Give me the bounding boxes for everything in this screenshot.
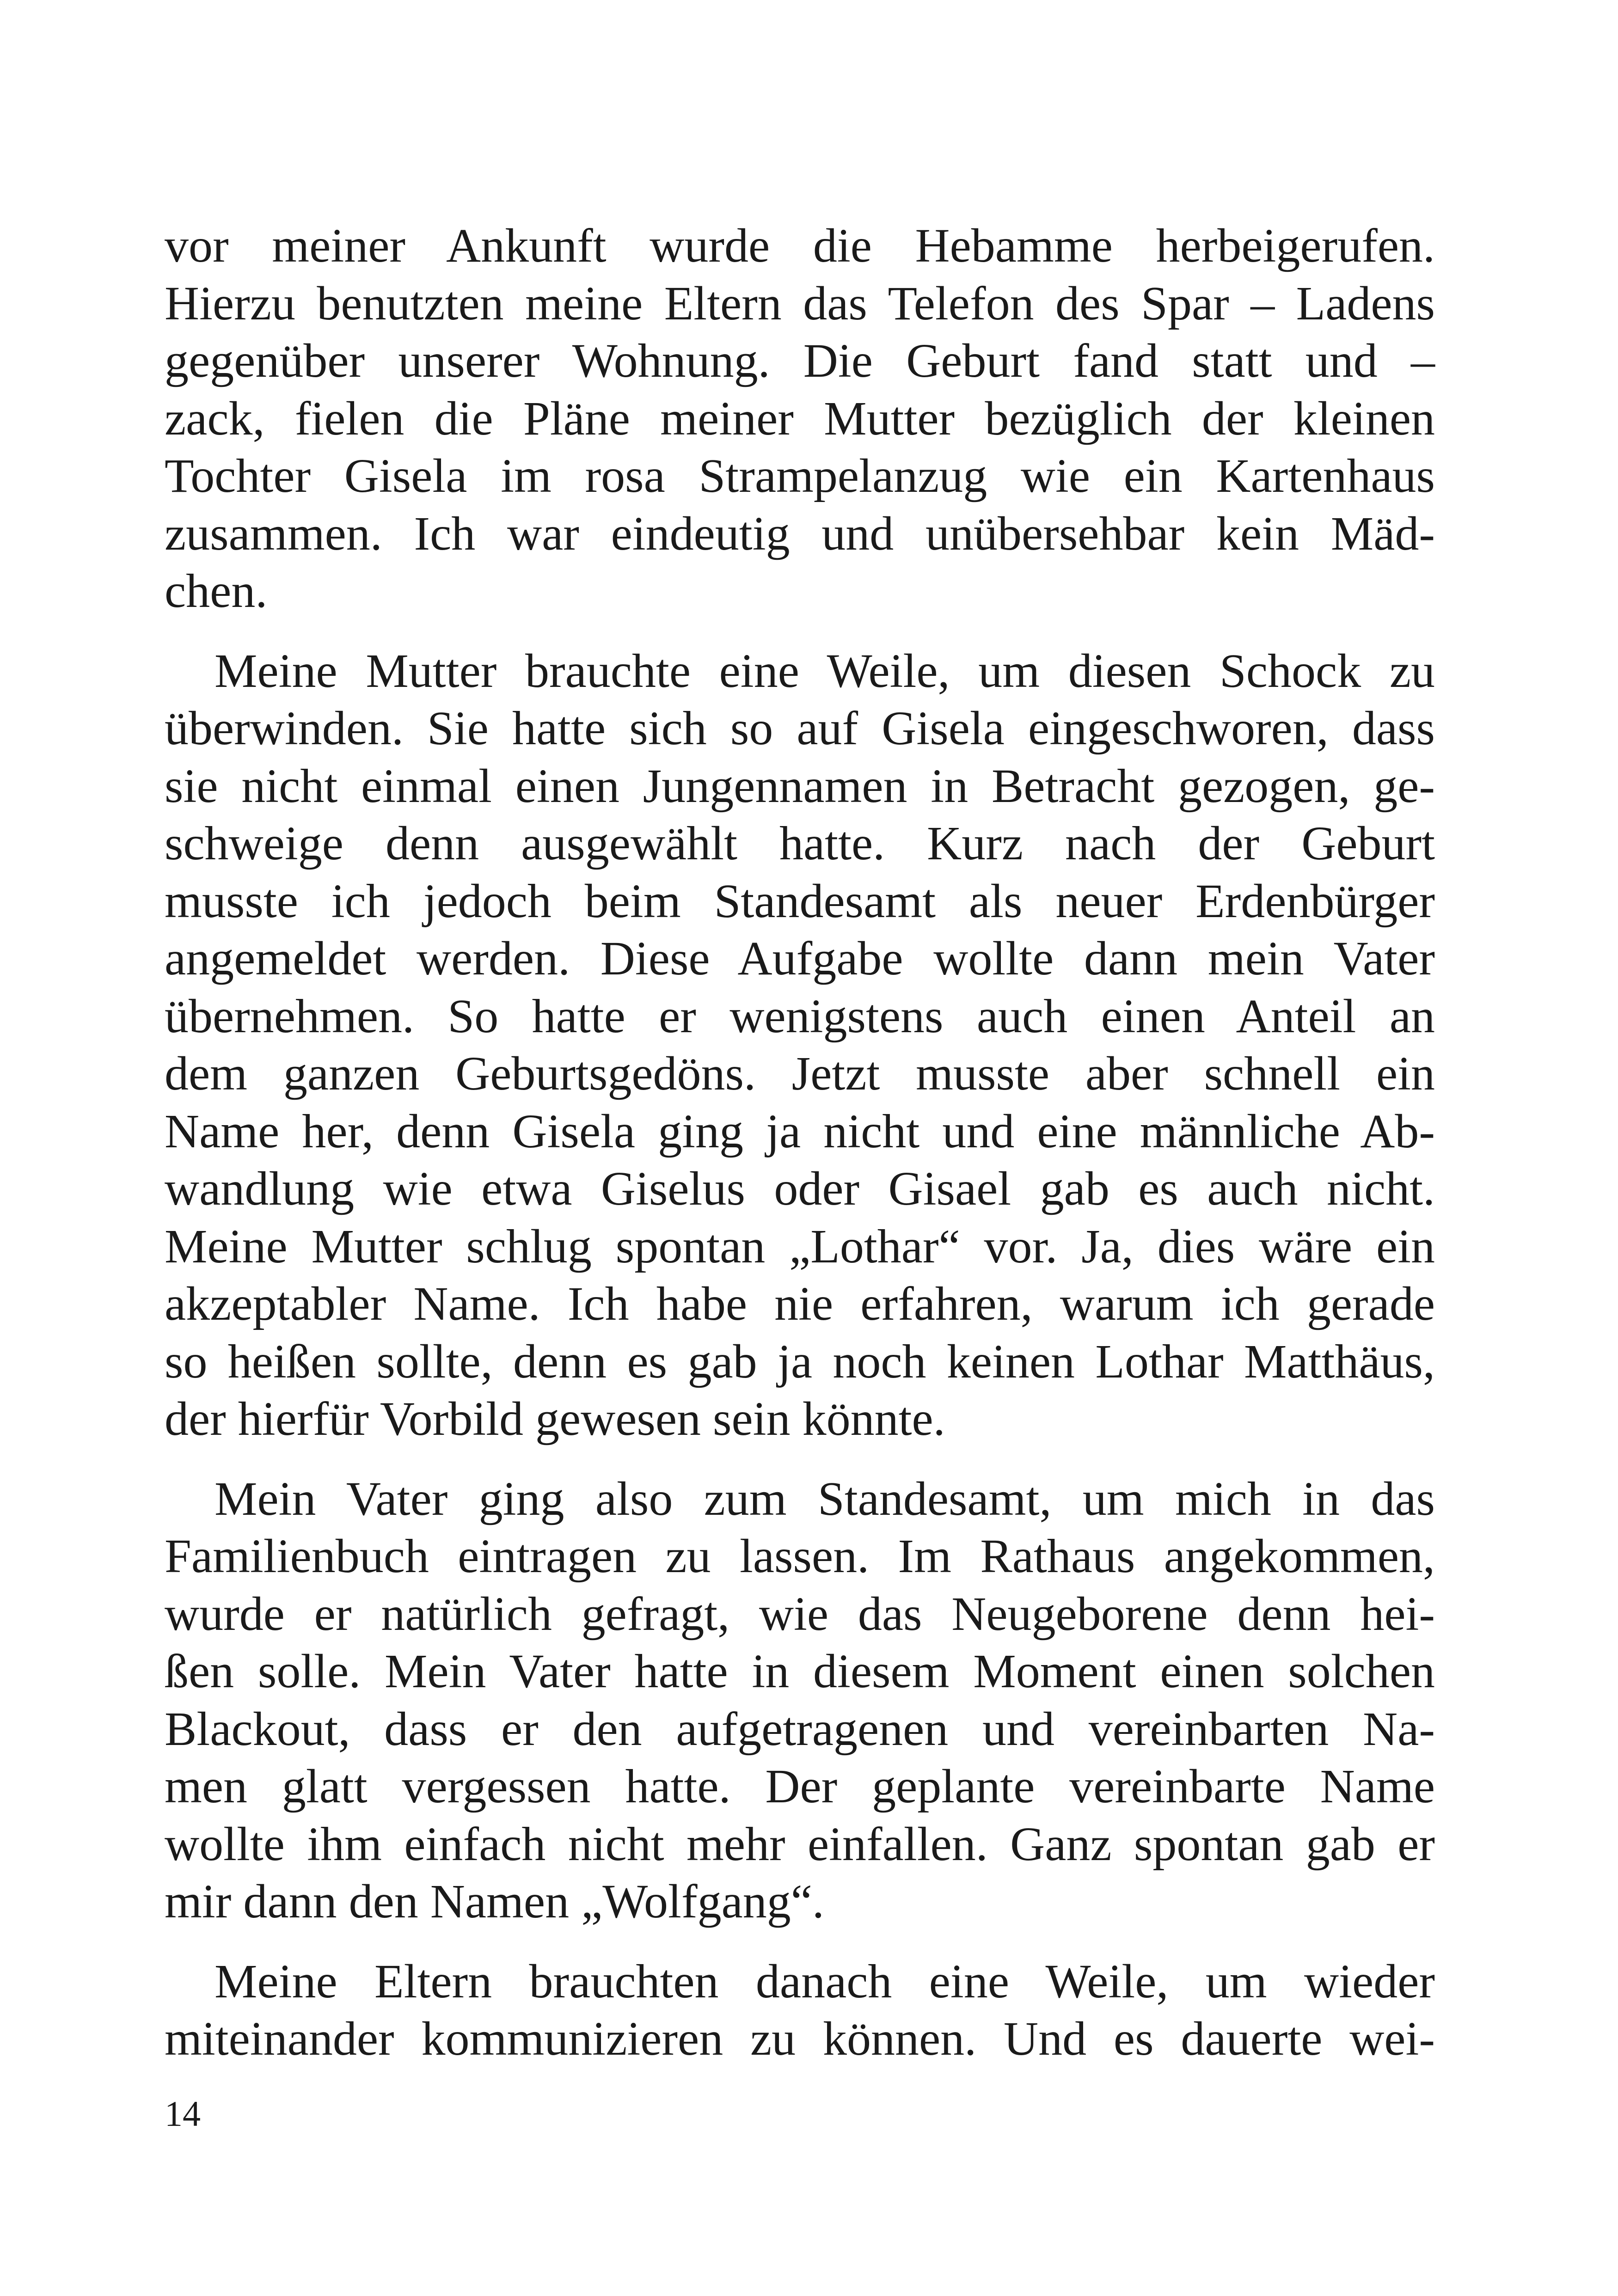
text-line: schweige denn ausgewählt hatte. Kurz nach der Geburt (165, 817, 1435, 870)
text-line: chen. (165, 564, 268, 618)
text-line: Hierzu benutzten meine Eltern das Telefon des Spar – Ladens (165, 276, 1435, 330)
text-line: mir dann den Namen „Wolfgang“. (165, 1875, 824, 1928)
text-line: übernehmen. So hatte er wenigstens auch einen Anteil an (165, 989, 1435, 1043)
paragraph-1 (165, 217, 1435, 620)
page-number: 14 (165, 2094, 201, 2134)
text-line: der hierfür Vorbild gewesen sein könnte. (165, 1392, 945, 1445)
text-line: so heißen sollte, denn es gab ja noch keinen Lothar Matthäus, (165, 1335, 1435, 1388)
body-text (165, 217, 1435, 2068)
text-line: vor meiner Ankunft wurde die Hebamme herbeigerufen. (165, 219, 1435, 272)
text-line: wurde er natürlich gefragt, wie das Neugeborene denn hei- (165, 1587, 1435, 1641)
text-line: wollte ihm einfach nicht mehr einfallen. Ganz spontan gab er (165, 1817, 1435, 1871)
text-line: Meine Mutter brauchte eine Weile, um diesen Schock zu (215, 644, 1435, 698)
text-line: ßen solle. Mein Vater hatte in diesem Moment einen solchen (165, 1645, 1435, 1698)
paragraph-2 (165, 643, 1435, 1448)
text-line: zusammen. Ich war eindeutig und unübersehbar kein Mäd- (165, 507, 1435, 560)
text-line: Name her, denn Gisela ging ja nicht und eine männliche Ab- (165, 1104, 1435, 1158)
text-line: miteinander kommunizieren zu können. Und es dauerte wei- (165, 2012, 1435, 2065)
text-line: Blackout, dass er den aufgetragenen und vereinbarten Na- (165, 1702, 1435, 1756)
text-line: dem ganzen Geburtsgedöns. Jetzt musste aber schnell ein (165, 1047, 1435, 1100)
text-line: akzeptabler Name. Ich habe nie erfahren, warum ich gerade (165, 1277, 1435, 1330)
text-line: Meine Mutter schlug spontan „Lothar“ vor. Ja, dies wäre ein (165, 1219, 1435, 1273)
text-line: Mein Vater ging also zum Standesamt, um mich in das (215, 1472, 1435, 1525)
text-line: men glatt vergessen hatte. Der geplante vereinbarte Name (165, 1760, 1435, 1813)
text-line: Meine Eltern brauchten danach eine Weile, um wieder (215, 1954, 1435, 2008)
paragraph-3 (165, 1470, 1435, 1931)
text-line: Familienbuch eintragen zu lassen. Im Rathaus angekommen, (165, 1530, 1435, 1583)
paragraph-4 (165, 1953, 1435, 2068)
text-line: überwinden. Sie hatte sich so auf Gisela eingeschworen, dass (165, 702, 1435, 755)
text-line: gegenüber unserer Wohnung. Die Geburt fand statt und – (165, 334, 1435, 387)
text-line: sie nicht einmal einen Jungennamen in Betracht gezogen, ge- (165, 759, 1435, 813)
text-line: angemeldet werden. Diese Aufgabe wollte dann mein Vater (165, 932, 1435, 985)
text-line: Tochter Gisela im rosa Strampelanzug wie ein Kartenhaus (165, 449, 1435, 502)
text-line: zack, fielen die Pläne meiner Mutter bezüglich der kleinen (165, 392, 1435, 445)
text-line: musste ich jedoch beim Standesamt als neuer Erdenbürger (165, 874, 1435, 928)
text-line: wandlung wie etwa Giselus oder Gisael gab es auch nicht. (165, 1162, 1435, 1215)
